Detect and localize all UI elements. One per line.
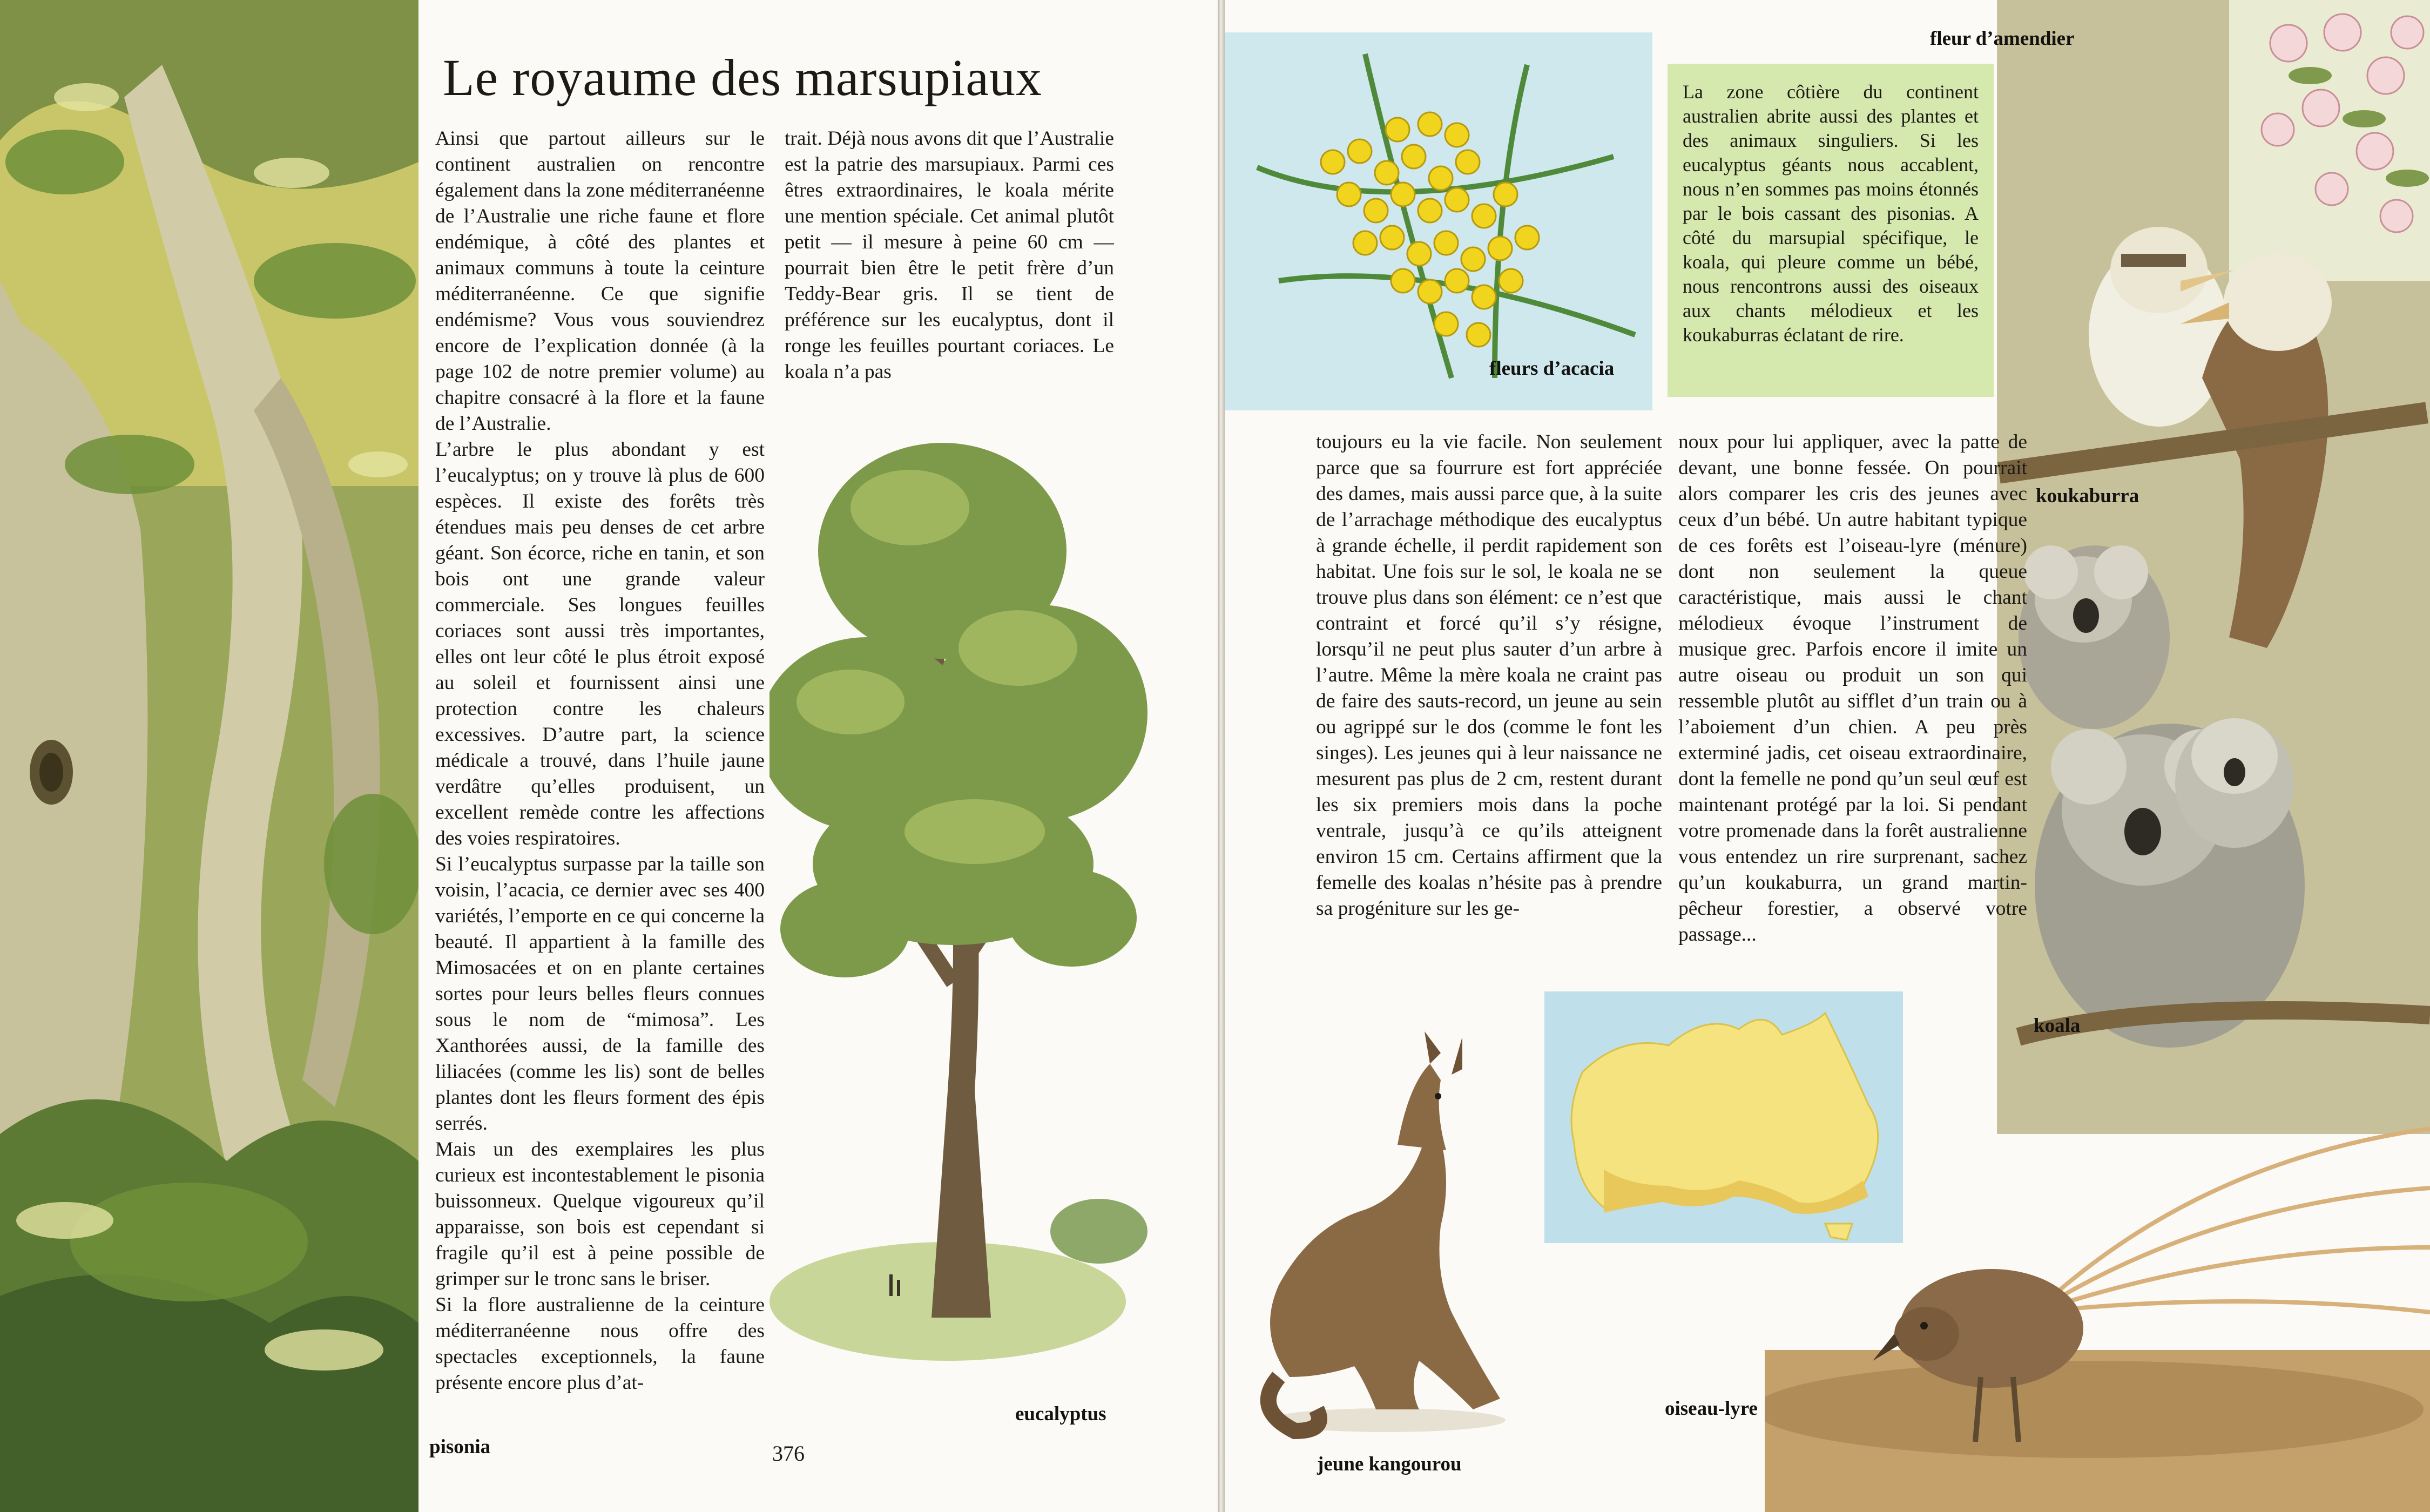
text-column-2	[785, 126, 1114, 390]
page-number: 376	[772, 1441, 805, 1466]
paragraph: L’arbre le plus abondant y est l’eucalyptus; on y trouve là plus de 600 espèces. Il existe des forêts très étendues mais peu denses de cet arbre géant. Son écorce, riche en tanin, et son bois ont une grande valeur commerciale. Ses longues feuilles coriaces sont aussi très importantes, elles ont leur côté le plus étroit exposé au soleil et fournissent ainsi une protection contre les chaleurs excessives. D’autre part, la science médicale a trouvé, dans l’huile jaune verdâtre qu’elles produisent, un excellent remède contre les affections des voies respiratoires.	[435, 438, 765, 849]
lyrebird-illustration	[1765, 1107, 2430, 1512]
kangaroo-illustration	[1246, 1031, 1549, 1447]
text-column-3	[1316, 429, 1662, 922]
eucalyptus-tree-illustration	[770, 389, 1148, 1404]
caption-eucalyptus: eucalyptus	[1015, 1403, 1106, 1425]
right-page	[1225, 0, 2430, 1512]
paragraph: Mais un des exemplaires les plus curieux est incontestablement le pisonia buissonneux. Quelque vigoureux qu’il apparaisse, son bois est cependant si fragile qu’il est à peine possible de grimper sur le tronc sans le briser.	[435, 1138, 765, 1290]
pisonia-forest-illustration	[0, 0, 418, 1512]
caption-acacia: fleurs d’acacia	[1489, 357, 1615, 380]
acacia-flowers-illustration	[1225, 32, 1652, 410]
caption-koala: koala	[2034, 1015, 2081, 1037]
koala-kookaburra-illustration	[1997, 0, 2430, 1134]
caption-almond-blossom: fleur d’amendier	[1930, 28, 2075, 50]
caption-lyrebird: oiseau-lyre	[1665, 1398, 1758, 1420]
paragraph: toujours eu la vie facile. Non seulement parce que sa fourrure est fort appréciée des dames, mais aussi parce que, à la suite de l’arrachage méthodique des eucalyptus à grande échelle, il perdit rapidement son habitat. Une fois sur le sol, le koala ne se trouve plus dans son élément: ce n’est que contraint et forcé qu’il s’y résigne, lorsqu’il ne peut plus sauter d’un arbre à l’autre. Même la mère koala ne craint pas de faire des sauts-record, un jeune au sein ou agrippé sur le dos (comme le font les singes). Les jeunes qui à leur naissance ne mesurent pas plus de 2 cm, restent durant les six premiers mois dans la poche ventrale, jusqu’à ce qu’ils atteignent environ 15 cm. Certains affirment que la femelle des koalas n’hésite pas à prendre sa progéniture sur les ge-	[1316, 431, 1662, 920]
inset-summary-box: La zone côtière du continent australien abrite aussi des plantes et des animaux singuliers. Si les eucalyptus géants nous accablent, nous n’en sommes pas moins étonnés par le bois cassant des pisonias. A côté du marsupial spécifique, le koala, qui pleure comme un bébé, nous rencontrons aussi des oiseaux aux chants mélodieux et les koukaburras éclatant de rire.	[1668, 64, 1994, 397]
spine-gutter	[1218, 0, 1225, 1512]
text-column-1	[435, 126, 765, 1396]
paragraph: trait. Déjà nous avons dit que l’Australie est la patrie des marsupiaux. Parmi ces êtres extraordinaires, le koala mérite une mention spéciale. Cet animal plutôt petit — il mesure à peine 60 cm — pourrait bien être le petit frère d’un Teddy-Bear gris. Il se tient de préférence sur les eucalyptus, dont il ronge les feuilles pourtant coriaces. Le koala n’a pas	[785, 127, 1114, 383]
paragraph: noux pour lui appliquer, avec la patte de devant, une bonne fessée. On pourrait alors comparer les cris des jeunes avec ceux d’un bébé. Un autre habitant typique de ces forêts est l’oiseau-lyre (ménure) dont non seulement la queue caractéristique, mais aussi le chant mélodieux évoque l’instrument de musique grec. Parfois encore il imite un autre oiseau ou produit un son qui ressemble plutôt au sifflet d’un train ou à l’aboiement d’un chien. A peu près exterminé jadis, cet oiseau extraordinaire, dont la femelle ne pond qu’un seul œuf est maintenant protégé par la loi. Si pendant votre promenade dans la forêt australienne vous entendez un rire surprenant, sachez qu’un koukaburra, un grand martin-pêcheur forestier, a observé votre passage...	[1678, 431, 2027, 946]
caption-kangaroo: jeune kangourou	[1317, 1453, 1462, 1475]
text-column-4	[1678, 429, 2027, 948]
page-title: Le royaume des marsupiaux	[443, 49, 1042, 106]
paragraph: Si l’eucalyptus surpasse par la taille son voisin, l’acacia, ce dernier avec ses 400 variétés, l’emporte en ce qui concerne la beauté. Il appartient à la famille des Mimosacées et on en plante certaines sortes pour leurs belles fleurs connues sous le nom de “mimosa”. Les Xanthorées aussi, de la famille des liliacées (comme les lis) sont de belles plantes dont les fleurs forment des épis serrés.	[435, 853, 765, 1135]
paragraph: Si la flore australienne de la ceinture méditerranéenne nous offre des spectacles exceptionnels, la faune présente encore plus d’at-	[435, 1294, 765, 1394]
caption-kookaburra: koukaburra	[2036, 485, 2139, 507]
paragraph: Ainsi que partout ailleurs sur le continent australien on rencontre également dans la zone méditerranéenne de l’Australie une riche faune et flore endémique, à côté des plantes et animaux communs à toute la ceinture méditerranéenne. Ce que signifie endémisme? Vous vous souviendrez encore de l’explication donnée (à la page 102 de notre premier volume) au chapitre consacré à la flore et la faune de l’Australie.	[435, 127, 765, 435]
caption-pisonia: pisonia	[429, 1436, 491, 1458]
